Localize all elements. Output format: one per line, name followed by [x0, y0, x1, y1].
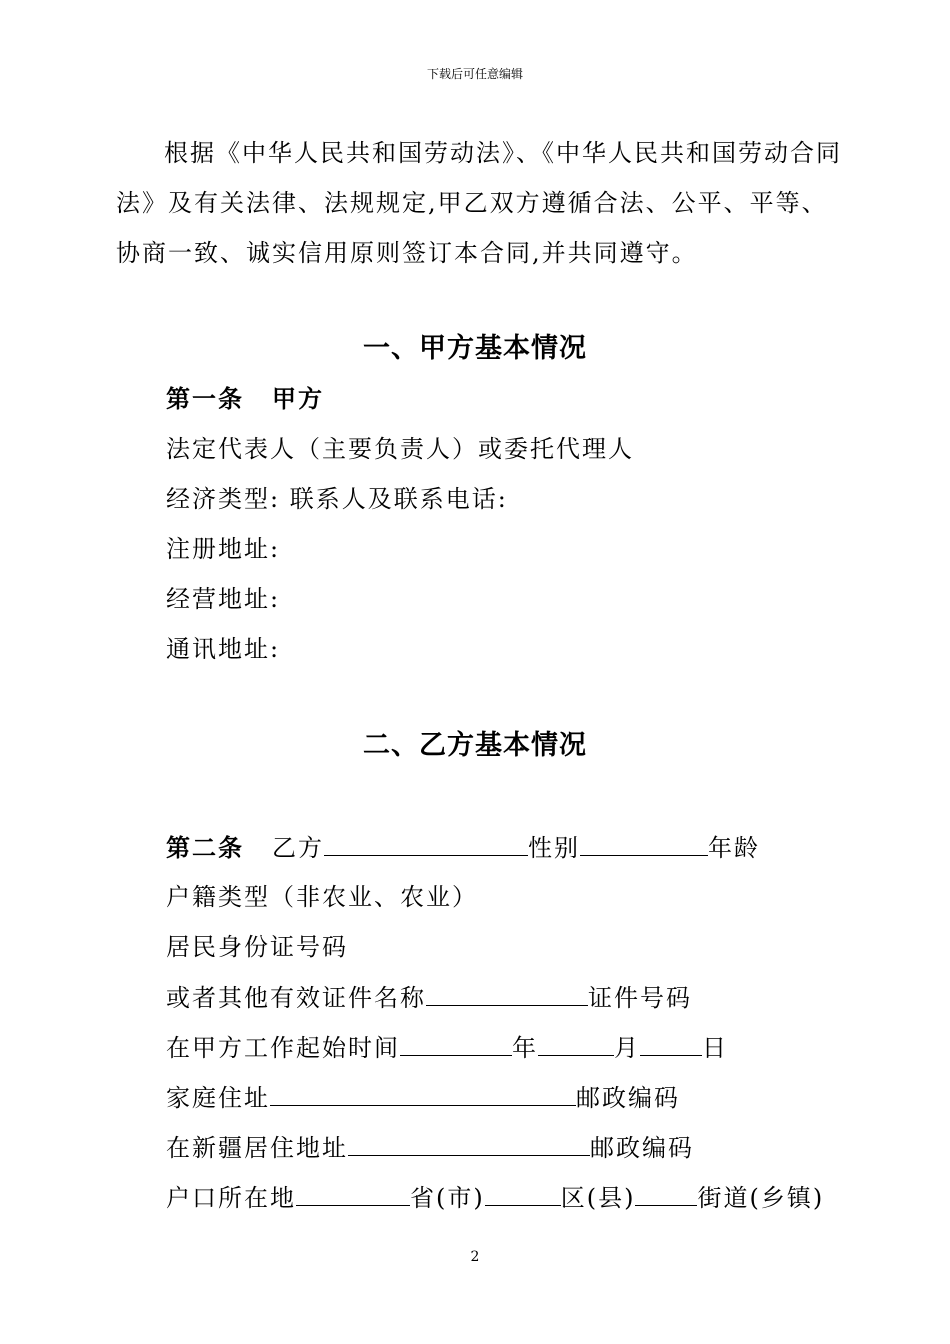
id-number-line: 居民身份证号码	[166, 933, 348, 961]
party-b-name-blank	[324, 831, 528, 856]
header-note: 下载后可任意编辑	[426, 67, 523, 81]
section-heading-party-a: 一、甲方基本情况	[363, 333, 587, 364]
home-address-blank	[270, 1081, 576, 1106]
article-1-text: 甲方	[272, 385, 324, 413]
business-address-line: 经营地址:	[166, 585, 281, 613]
mailing-address-line: 通讯地址:	[166, 635, 281, 663]
year-label: 年	[512, 1034, 538, 1062]
xinjiang-address-line	[166, 1131, 694, 1164]
home-address-label: 家庭住址	[166, 1084, 270, 1112]
hukou-line	[166, 1181, 824, 1214]
xinjiang-address-blank	[348, 1131, 590, 1156]
province-label: 省(市)	[410, 1184, 485, 1212]
hukou-province-blank	[296, 1181, 410, 1206]
other-id-name-blank	[426, 981, 588, 1006]
article-1-line	[166, 383, 324, 415]
age-label: 年龄	[708, 834, 760, 862]
household-type-line: 户籍类型（非农业、农业）	[166, 883, 478, 911]
gender-label: 性别	[528, 834, 580, 862]
hukou-label: 户口所在地	[166, 1184, 296, 1212]
economic-type-line: 经济类型: 联系人及联系电话:	[166, 485, 508, 513]
article-2-label: 第二条	[166, 834, 244, 862]
other-id-name-label: 或者其他有效证件名称	[166, 984, 426, 1012]
district-label: 区(县)	[560, 1184, 636, 1212]
day-label: 日	[702, 1034, 728, 1062]
start-date-label: 在甲方工作起始时间	[166, 1034, 400, 1062]
xinjiang-address-label: 在新疆居住地址	[166, 1134, 348, 1162]
other-id-number-label: 证件号码	[588, 984, 692, 1012]
other-id-line	[166, 981, 692, 1014]
hukou-district-blank	[485, 1181, 561, 1206]
hukou-street-blank	[635, 1181, 697, 1206]
gender-blank	[580, 831, 708, 856]
xinjiang-postcode-label: 邮政编码	[590, 1134, 694, 1162]
article-1-label: 第一条	[166, 385, 244, 413]
start-day-blank	[640, 1031, 702, 1056]
section-heading-party-b: 二、乙方基本情况	[363, 730, 587, 761]
start-year-blank	[400, 1031, 512, 1056]
page-number: 2	[470, 1249, 480, 1265]
street-label: 街道(乡镇)	[697, 1184, 825, 1212]
article-2-line	[166, 831, 760, 864]
home-address-line	[166, 1081, 680, 1114]
start-month-blank	[538, 1031, 614, 1056]
home-postcode-label: 邮政编码	[576, 1084, 680, 1112]
intro-paragraph: 根据《中华人民共和国劳动法》、《中华人民共和国劳动合同法》及有关法律、法规规定,甲乙双方遵循合法、公平、平等、协商一致、诚实信用原则签订本合同,并共同遵守。	[116, 139, 842, 267]
month-label: 月	[614, 1034, 640, 1062]
registered-address-line: 注册地址:	[166, 535, 281, 563]
party-b-label: 乙方	[272, 834, 324, 862]
start-date-line	[166, 1031, 728, 1064]
legal-representative-line: 法定代表人（主要负责人）或委托代理人	[166, 435, 634, 463]
